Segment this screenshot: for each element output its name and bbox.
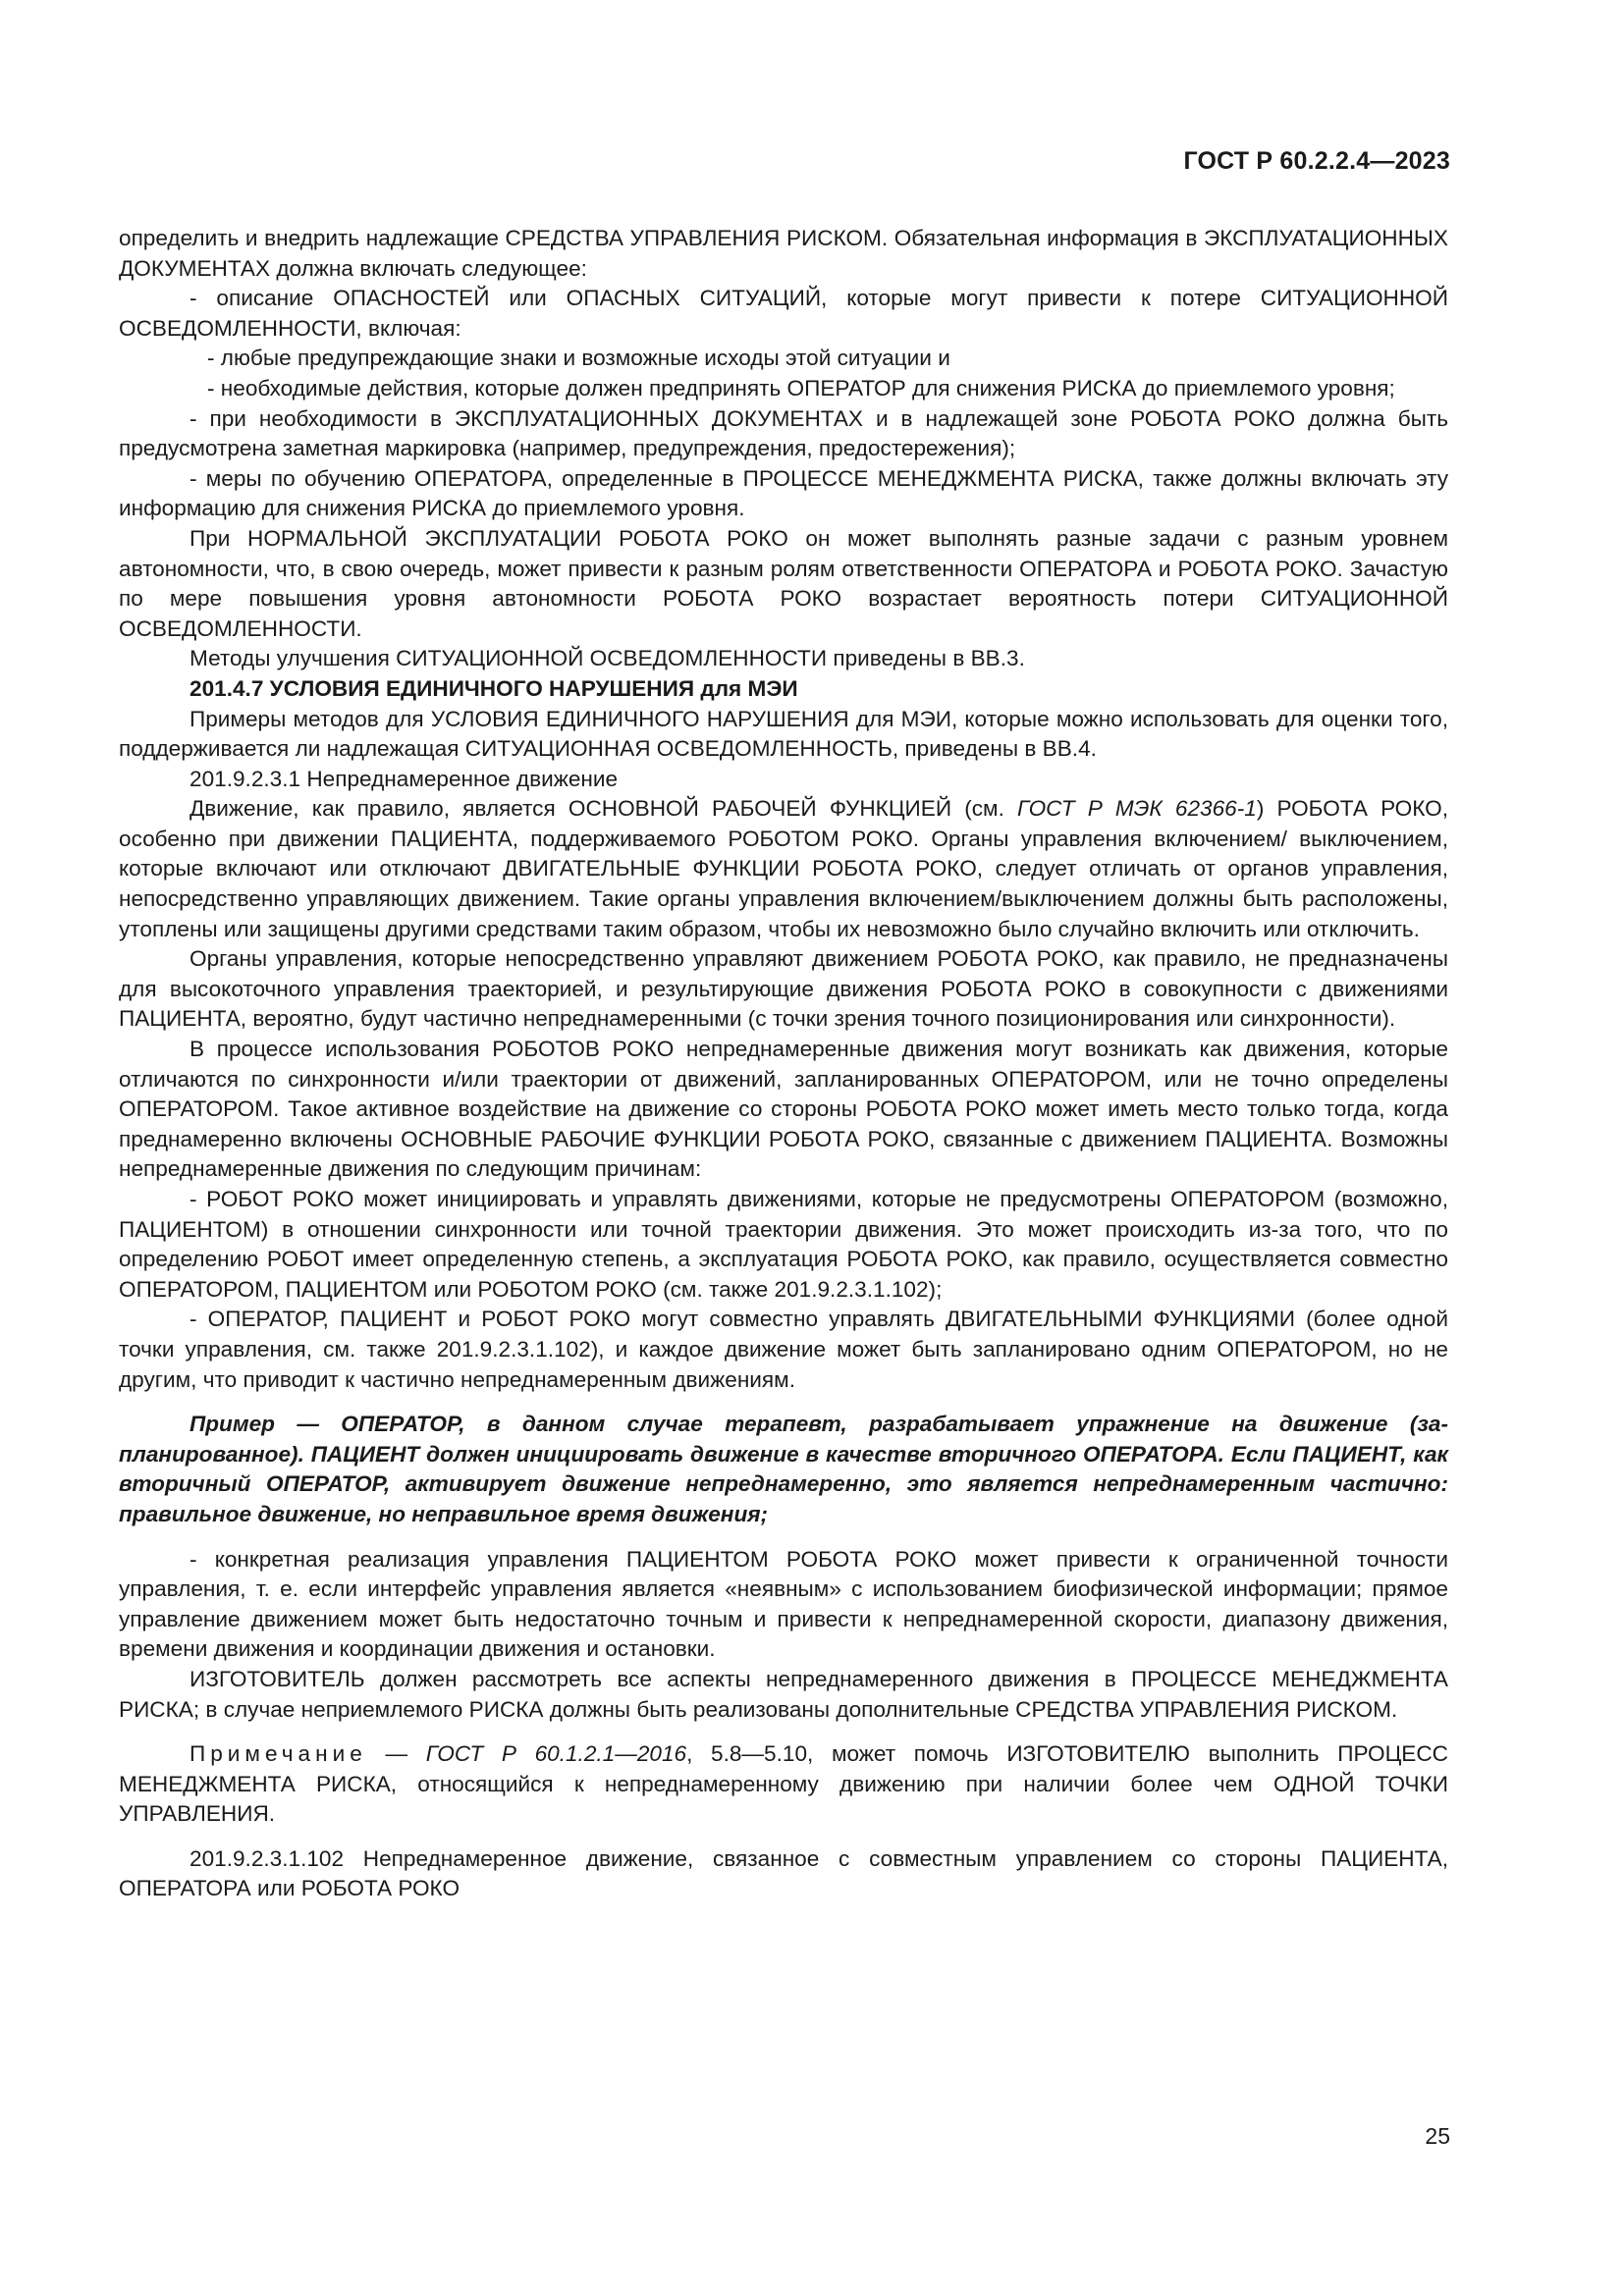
example-block: Пример — ОПЕРАТОР, в данном случае терапевт, разрабатывает упражнение на движение (запланированное). ПАЦИЕНТ должен инициировать движение в качестве вторичного ОПЕРАТОРА. Если ПАЦИЕНТ, как вторичный ОПЕРАТОР, активирует движение непреднамеренно, это является непреднамеренным частично: правильное движение, но неправильное время движения; <box>119 1412 1448 1526</box>
section-heading: 201.4.7 УСЛОВИЯ ЕДИНИЧНОГО НАРУШЕНИЯ для МЭИ <box>189 675 798 701</box>
subsection-heading: 201.9.2.3.1 Непреднамеренное движение <box>189 766 619 791</box>
list-item: - конкретная реализация управления ПАЦИЕНТОМ РОБОТА РОКО может привести к ограниченной точности управления, т. е. если интерфейс управления является «неявным» с использованием биофизической информации; прямое управление движением может быть недостаточно точным и привести к непреднамеренной скорости, диапазону движения, времени движения и координации движения и остановки. <box>119 1546 1448 1662</box>
paragraph: Примеры методов для УСЛОВИЯ ЕДИНИЧНОГО НАРУШЕНИЯ для МЭИ, которые можно использовать для оценки того, поддерживается ли надлежащая СИТУАЦИОННАЯ ОСВЕДОМЛЕННОСТЬ, приведены в ВВ.4. <box>119 706 1448 762</box>
paragraph-text: Движение, как правило, является ОСНОВНОЙ РАБОЧЕЙ ФУНКЦИЕЙ (см. <box>189 796 1018 822</box>
paragraph: При НОРМАЛЬНОЙ ЭКСПЛУАТАЦИИ РОБОТА РОКО он может выполнять разные задачи с разным уровнем автономности, что, в свою очередь, может привести к разным ролям ответственности ОПЕРАТОРА и РОБОТА РОКО. Зачастую по мере повышения уровня автономности РОБОТА РОКО возрастает вероятность потери СИТУАЦИОННОЙ ОСВЕДОМЛЕННОСТИ. <box>119 525 1448 641</box>
note-block <box>119 1739 1448 1830</box>
paragraph: Методы улучшения СИТУАЦИОННОЙ ОСВЕДОМЛЕННОСТИ приведены в ВВ.3. <box>189 646 1025 671</box>
document-body <box>119 224 1448 1904</box>
paragraph: ИЗГОТОВИТЕЛЬ должен рассмотреть все аспекты непреднамеренного движения в ПРОЦЕССЕ МЕНЕДЖМЕНТА РИСКА; в случае неприемлемого РИСКА должны быть реализованы дополнительные СРЕДСТВА УПРАВЛЕНИЯ РИСКОМ. <box>119 1666 1448 1722</box>
paragraph: В процессе использования РОБОТОВ РОКО непреднамеренные движения могут возникать как движения, которые отличаются по синхронности и/или траектории от движений, запланированных ОПЕРАТОРОМ, или не точно определены ОПЕРАТОРОМ. Такое активное воздействие на движение со стороны РОБОТА РОКО может иметь место только тогда, когда преднамеренно включены ОСНОВНЫЕ РАБОЧИЕ ФУНКЦИИ РОБОТА РОКО, связанные с движением ПАЦИЕНТА. Возможны непреднамеренные движения по следующим причинам: <box>119 1037 1448 1182</box>
page-number: 25 <box>1425 2123 1450 2149</box>
note-text: — <box>366 1741 426 1767</box>
standard-reference: ГОСТ Р МЭК 62366-1 <box>1017 796 1257 822</box>
sub-list-item: - необходимые действия, которые должен предпринять ОПЕРАТОР для снижения РИСКА до приемлемого уровня; <box>207 375 1395 400</box>
paragraph <box>119 794 1448 944</box>
paragraph-text: ) РОБОТА РОКО, особенно при движении ПАЦИЕНТА, поддерживаемого РОБОТОМ РОКО. Органы управления включением/ выключением, которые включают или отключают ДВИГАТЕЛЬНЫЕ ФУНКЦИИ РОБОТА РОКО, следует отличать от органов управления, непосредственно управляющих движением. Такие органы управления включением/выключением должны быть расположены, утоплены или защищены другими средствами таким образом, чтобы их невозможно было случайно включить или отключить. <box>119 796 1448 941</box>
sub-list-item: - любые предупреждающие знаки и возможные исходы этой ситуации и <box>207 346 950 371</box>
paragraph: Органы управления, которые непосредственно управляют движением РОБОТА РОКО, как правило, не предназначены для высокоточного управления траекторией, и результирующие движения РОБОТА РОКО в совокупности с движениями ПАЦИЕНТА, вероятно, будут частично непреднамеренными (с точки зрения точного позиционирования или синхронности). <box>119 946 1448 1032</box>
note-text: , 5.8—5.10, может помочь ИЗГОТОВИТЕЛЮ выполнить ПРОЦЕСС МЕНЕДЖМЕНТА РИСКА, относящийся к непреднамеренному движению при наличии более чем ОДНОЙ ТОЧКИ УПРАВЛЕНИЯ. <box>119 1741 1449 1827</box>
standard-reference: ГОСТ Р 60.1.2.1—2016 <box>425 1741 687 1767</box>
list-item: - описание ОПАСНОСТЕЙ или ОПАСНЫХ СИТУАЦИЙ, которые могут привести к потере СИТУАЦИОННОЙ ОСВЕДОМЛЕННОСТИ, включая: <box>119 286 1448 341</box>
subsection-heading: 201.9.2.3.1.102 Непреднамеренное движение, связанное с совместным управлением со стороны ПАЦИЕНТА, ОПЕРАТОРА или РОБОТА РОКО <box>119 1845 1448 1901</box>
doc-code-header: ГОСТ Р 60.2.2.4—2023 <box>1183 147 1450 175</box>
list-item: - меры по обучению ОПЕРАТОРА, определенные в ПРОЦЕССЕ МЕНЕДЖМЕНТА РИСКА, также должны включать эту информацию для снижения РИСКА до приемлемого уровня. <box>119 465 1448 521</box>
list-item: - при необходимости в ЭКСПЛУАТАЦИОННЫХ ДОКУМЕНТАХ и в надлежащей зоне РОБОТА РОКО должна быть предусмотрена заметная маркировка (например, предупреждения, предостережения); <box>119 405 1448 461</box>
list-item: - ОПЕРАТОР, ПАЦИЕНТ и РОБОТ РОКО могут совместно управлять ДВИГАТЕЛЬНЫМИ ФУНКЦИЯМИ (более одной точки управления, см. также 201.9.2.3.1.102), и каждое движение может быть запланировано одним ОПЕРАТОРОМ, но не другим, что приводит к частично непреднамеренным движениям. <box>119 1307 1448 1392</box>
list-item: - РОБОТ РОКО может инициировать и управлять движениями, которые не предусмотрены ОПЕРАТОРОМ (возможно, ПАЦИЕНТОМ) в отношении синхронности или точной траектории движения. Это может происходить из-за того, что по определению РОБОТ имеет определенную степень, а эксплуатация РОБОТА РОКО, как правило, осуществляется совместно ОПЕРАТОРОМ, ПАЦИЕНТОМ или РОБОТОМ РОКО (см. также 201.9.2.3.1.102); <box>119 1187 1448 1302</box>
paragraph: определить и внедрить надлежащие СРЕДСТВА УПРАВЛЕНИЯ РИСКОМ. Обязательная информация в ЭКСПЛУАТАЦИОННЫХ ДОКУМЕНТАХ должна включать следующее: <box>119 226 1448 281</box>
note-label: Примечание <box>189 1741 367 1767</box>
